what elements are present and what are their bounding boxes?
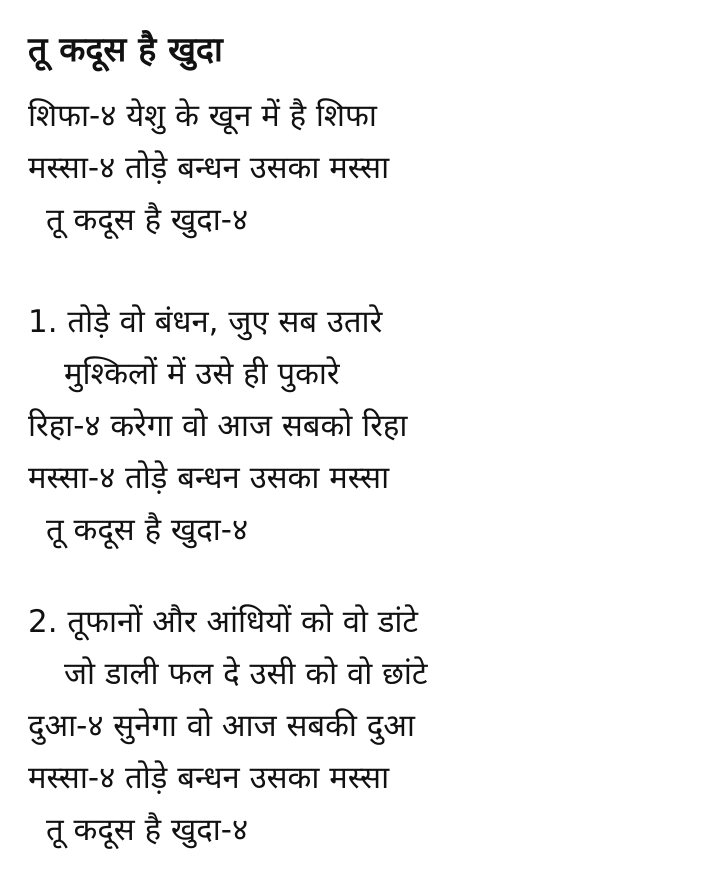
verse2-line-3: दुआ-४ सुनेगा वो आज सबकी दुआ (28, 708, 415, 744)
verse1-line-5: तू कदूस है खुदा-४ (46, 512, 249, 548)
chorus-line-3: तू कदूस है खुदा-४ (46, 202, 249, 238)
verse2-line-4: मस्सा-४ तोड़े बन्धन उसका मस्सा (28, 760, 390, 796)
chorus-line-2: मस्सा-४ तोड़े बन्धन उसका मस्सा (28, 150, 390, 186)
verse2-line-5: तू कदूस है खुदा-४ (46, 812, 249, 848)
verse2-line-1: 2. तूफानों और आंधियों को वो डांटे (28, 604, 419, 640)
verse1-line-2: मुश्किलों में उसे ही पुकारे (64, 356, 340, 392)
song-title: तू कदूस है खुदा (28, 30, 223, 70)
verse1-line-4: मस्सा-४ तोड़े बन्धन उसका मस्सा (28, 460, 390, 496)
chorus-line-1: शिफा-४ येशु के खून में है शिफा (28, 98, 377, 134)
verse1-line-3: रिहा-४ करेगा वो आज सबको रिहा (28, 408, 408, 444)
verse1-line-1: 1. तोड़े वो बंधन, जुए सब उतारे (28, 304, 383, 340)
verse2-line-2: जो डाली फल दे उसी को वो छांटे (64, 656, 428, 692)
